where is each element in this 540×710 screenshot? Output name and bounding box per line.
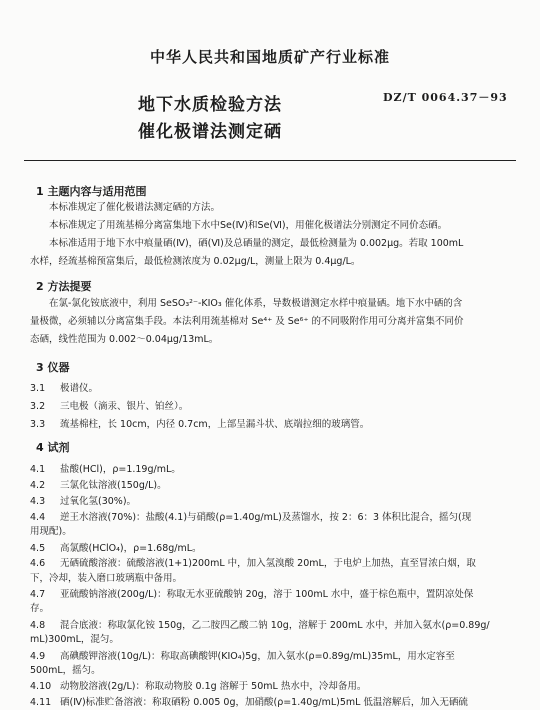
- list-item: [30, 678, 366, 692]
- item-text: 逆王水溶液(70%)：盐酸(4.1)与硝酸(ρ=1.40g/mL)及蒸馏水，按 2：6：3 体积比混合，摇匀(现: [60, 511, 472, 523]
- item-number: 4.9: [30, 651, 46, 663]
- list-item: [30, 416, 369, 430]
- standard-code: DZ/T 0064.37－93: [383, 91, 508, 104]
- item-number: 4.2: [30, 479, 46, 491]
- list-item: [30, 617, 490, 631]
- item-text: 混合底液：称取氯化铵 150g，乙二胺四乙酸二钠 10g，溶解于 200mL 水中，并加入氨水(ρ=0.89g/: [60, 620, 490, 632]
- paragraph-line: 本标准规定了催化极谱法测定硒的方法。: [30, 202, 221, 213]
- item-continuation: 存。: [30, 603, 50, 615]
- list-item: [30, 540, 202, 554]
- item-continuation: 500mL，摇匀。: [30, 665, 101, 677]
- item-number: 4.3: [30, 495, 46, 507]
- item-text: 极谱仪。: [60, 383, 99, 394]
- item-number: 3.2: [30, 401, 46, 412]
- item-continuation: mL)300mL，混匀。: [30, 634, 119, 646]
- list-item: [30, 477, 167, 491]
- list-item: [30, 694, 468, 708]
- section-3-heading: 3 仪器: [36, 361, 70, 374]
- item-text: 动物胶溶液(2g/L)：称取动物胶 0.1g 溶解于 50mL 热水中，冷却备用。: [60, 681, 367, 693]
- item-text: 三电极（滴汞、银片、铂丝）。: [60, 401, 189, 412]
- item-text: 亚硫酸钠溶液(200g/L)：称取无水亚硫酸钠 20g，溶于 100mL 水中，盛于棕色瓶中，置阴凉处保: [60, 589, 474, 601]
- item-text: 盐酸(HCl)，ρ=1.19g/mL。: [60, 464, 181, 475]
- paragraph-line: 本标准适用于地下水中痕量硒(Ⅳ)，硒(Ⅵ)及总硒量的测定，最低检测量为 0.002μg。若取 100mL: [30, 238, 464, 249]
- list-item: [30, 493, 136, 507]
- item-text: 无硒硫酸溶液：硫酸溶液(1+1)200mL 中，加入氢溴酸 20mL，于电炉上加热，直至冒浓白烟，取: [60, 558, 476, 570]
- list-item: [30, 509, 471, 523]
- item-number: 4.8: [30, 620, 46, 632]
- item-number: 4.6: [30, 558, 46, 570]
- document-title-line-2: 催化极谱法测定硒: [138, 122, 282, 142]
- paragraph-line: 水样，经巯基棉预富集后，最低检测浓度为 0.02μg/L，测量上限为 0.4μg/L。: [30, 256, 361, 267]
- item-continuation: 用现配)。: [30, 525, 72, 537]
- paragraph-line: 量极微，必须辅以分离富集手段。本法利用巯基棉对 Se⁴⁺ 及 Se⁶⁺ 的不同吸附作用可分离并富集不同价: [30, 316, 464, 327]
- item-number: 4.11: [30, 697, 52, 708]
- item-text: 巯基棉柱，长 10cm，内径 0.7cm，上部呈漏斗状、底端拉细的玻璃管。: [60, 419, 370, 430]
- item-text: 高氯酸(HClO₄)，ρ=1.68g/mL。: [60, 542, 202, 554]
- document-title-line-1: 地下水质检验方法: [138, 95, 282, 115]
- paragraph-line: 态硒，线性范围为 0.002～0.04μg/13mL。: [30, 334, 219, 345]
- item-text: 过氧化氢(30%)。: [60, 495, 137, 507]
- item-number: 4.10: [30, 681, 52, 693]
- item-number: 3.1: [30, 383, 46, 394]
- paragraph-line: 本标准规定了用巯基棉分离富集地下水中Se(Ⅳ)和Se(Ⅵ)，用催化极谱法分别测定不同价态硒。: [30, 220, 448, 231]
- section-4-heading: 4 试剂: [36, 441, 70, 454]
- item-continuation: 下，冷却，装入磨口玻璃瓶中备用。: [30, 572, 183, 584]
- item-text: 三氯化钛溶液(150g/L)。: [60, 479, 167, 491]
- list-item: [30, 380, 98, 394]
- section-2-heading: 2 方法提要: [36, 280, 92, 293]
- header-divider: [24, 160, 516, 161]
- list-item: [30, 461, 181, 475]
- list-item: [30, 398, 188, 412]
- section-2-body: [30, 295, 508, 349]
- item-number: 4.4: [30, 511, 46, 523]
- item-number: 4.5: [30, 542, 46, 554]
- section-1-body: [30, 199, 508, 271]
- list-item: [30, 586, 473, 600]
- item-number: 3.3: [30, 419, 46, 430]
- list-item: [30, 648, 455, 662]
- paragraph-line: 在氯-氯化铵底液中，利用 SeSO₃²⁻-KIO₃ 催化体系，导数极谱测定水样中痕量硒。地下水中硒的含: [30, 298, 463, 309]
- standard-organization: 中华人民共和国地质矿产行业标准: [149, 48, 390, 66]
- item-text: 硒(Ⅳ)标准贮备溶液：称取硒粉 0.005 0g，加硝酸(ρ=1.40g/mL)5mL 低温溶解后，加入无硒硫: [60, 697, 468, 708]
- item-number: 4.1: [30, 464, 46, 475]
- section-1-heading: 1 主题内容与适用范围: [36, 185, 147, 198]
- list-item: [30, 555, 476, 569]
- item-number: 4.7: [30, 589, 46, 601]
- item-text: 高碘酸钾溶液(10g/L)：称取高碘酸钾(KIO₄)5g，加入氨水(ρ=0.89g/mL)35mL，用水定容至: [60, 651, 455, 663]
